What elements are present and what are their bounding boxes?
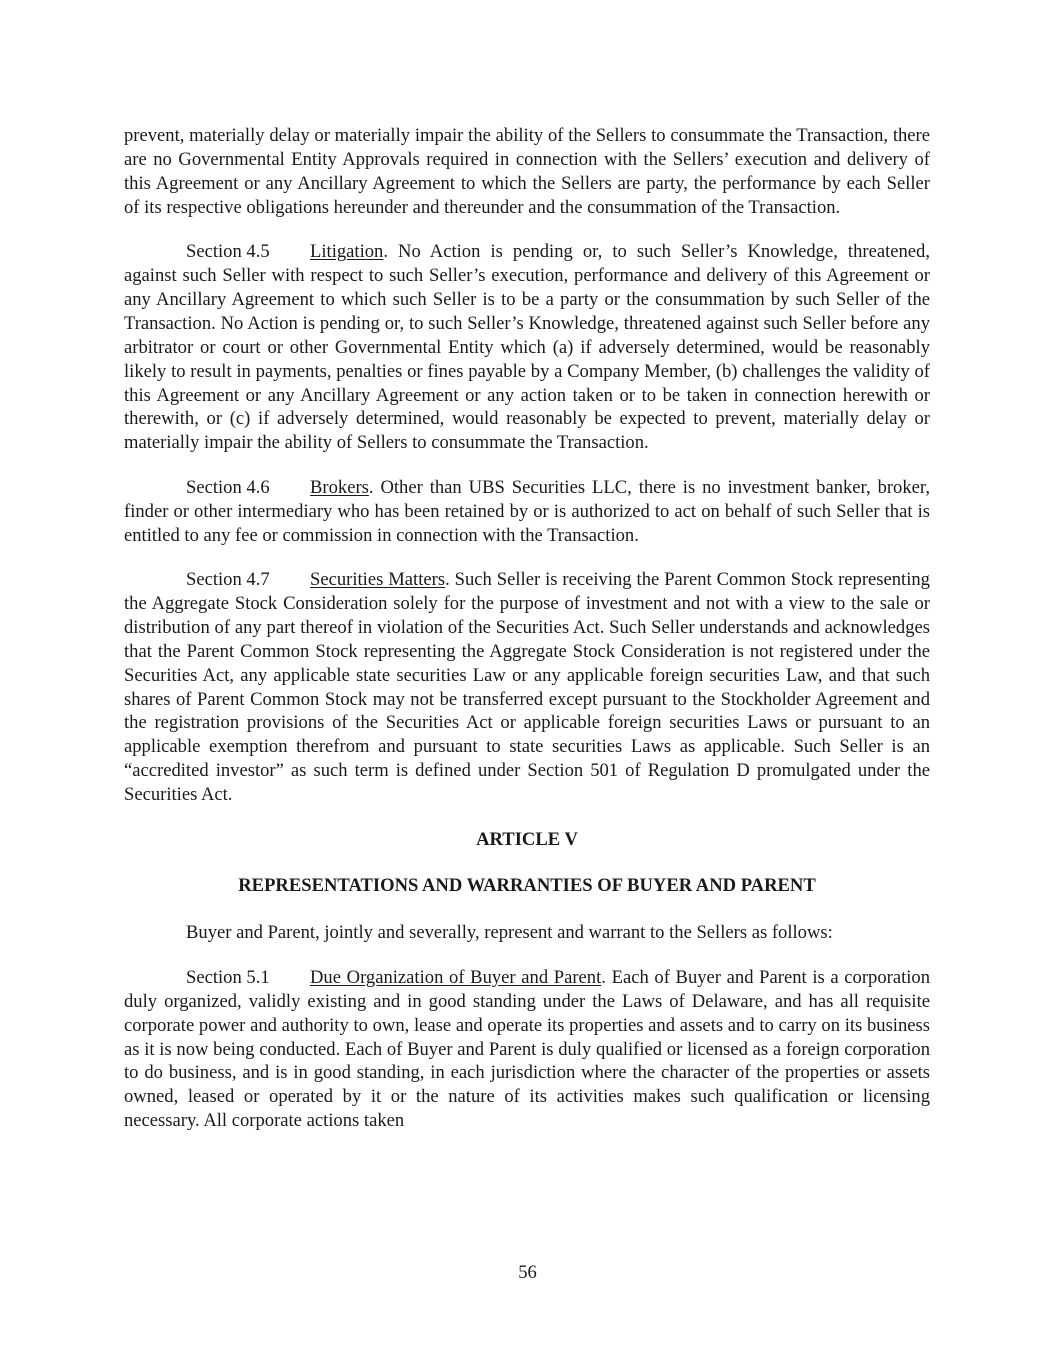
- article-intro: Buyer and Parent, jointly and severally, represent and warrant to the Sellers as follows:: [186, 922, 833, 944]
- article-title: REPRESENTATIONS AND WARRANTIES OF BUYER AND PARENT: [238, 875, 816, 897]
- section-body: . Such Seller is receiving the Parent Common Stock representing the Aggregate Stock Consideration solely for the purpose of investment and not with a view to the sale or distribution of any part thereof in violation of the Securities Act. Such Seller understands and acknowledges that the Parent Common Stock representing the Aggregate Stock Consideration is not registered under the Securities Act, any applicable state securities Law or any applicable foreign securities Law, and that such shares of Parent Common Stock may not be transferred except pursuant to the Stockholder Agreement and the registration provisions of the Securities Act or applicable foreign securities Laws or pursuant to an applicable exemption therefrom and pursuant to state securities Laws as applicable. Such Seller is an “accredited investor” as such term is defined under Section 501 of Regulation D promulgated under the Securities Act.: [124, 569, 930, 806]
- section-body: . No Action is pending or, to such Seller’s Knowledge, threatened, against such Seller with respect to such Seller’s execution, performance and delivery of this Agreement or any Ancillary Agreement to which such Seller is to be a party or the consummation by such Seller of the Transaction. No Action is pending or, to such Seller’s Knowledge, threatened against such Seller before any arbitrator or court or other Governmental Entity which (a) if adversely determined, would be reasonably likely to result in payments, penalties or fines payable by a Company Member, (b) challenges the validity of this Agreement or any Ancillary Agreement or any action taken or to be taken in connection herewith or therewith, or (c) if adversely determined, would reasonably be expected to prevent, materially delay or materially impair the ability of Sellers to consummate the Transaction.: [124, 241, 930, 454]
- section-5-1: [124, 966, 930, 1133]
- section-number: Section 4.6: [186, 476, 270, 498]
- section-4-5: [124, 240, 930, 455]
- section-title: Brokers: [310, 476, 369, 498]
- section-4-7: [124, 568, 930, 807]
- section-title: Due Organization of Buyer and Parent: [310, 966, 602, 988]
- section-title: Securities Matters: [310, 569, 446, 590]
- section-number: Section 5.1: [186, 966, 270, 988]
- section-number: Section 4.5: [186, 241, 270, 263]
- intro-paragraph: prevent, materially delay or materially impair the ability of the Sellers to consummate the Transaction, there are no Governmental Entity Approvals required in connection with the Sellers’ execution and delivery of this Agreement or any Ancillary Agreement to which the Sellers are party, the performance by each Seller of its respective obligations hereunder and thereunder and the consummation of the Transaction.: [124, 125, 930, 218]
- article-heading: ARTICLE V: [476, 828, 578, 850]
- section-number: Section 4.7: [186, 569, 270, 590]
- document-page: [124, 124, 930, 1154]
- page-number: 56: [518, 1262, 537, 1283]
- section-body: . Each of Buyer and Parent is a corporation duly organized, validly existing and in good standing under the Laws of Delaware, and has all requisite corporate power and authority to own, lease and operate its properties and assets and to carry on its business as it is now being conducted. Each of Buyer and Parent is duly qualified or licensed as a foreign corporation to do business, and is in good standing, in each jurisdiction where the character of the properties or assets owned, leased or operated by it or the nature of its activities makes such qualification or licensing necessary. All corporate actions taken: [124, 966, 930, 1132]
- section-4-6: [124, 476, 930, 548]
- section-body: . Other than UBS Securities LLC, there is no investment banker, broker, finder or other intermediary who has been retained by or is authorized to act on behalf of such Seller that is entitled to any fee or commission in connection with the Transaction.: [124, 476, 930, 546]
- section-title: Litigation: [310, 241, 384, 263]
